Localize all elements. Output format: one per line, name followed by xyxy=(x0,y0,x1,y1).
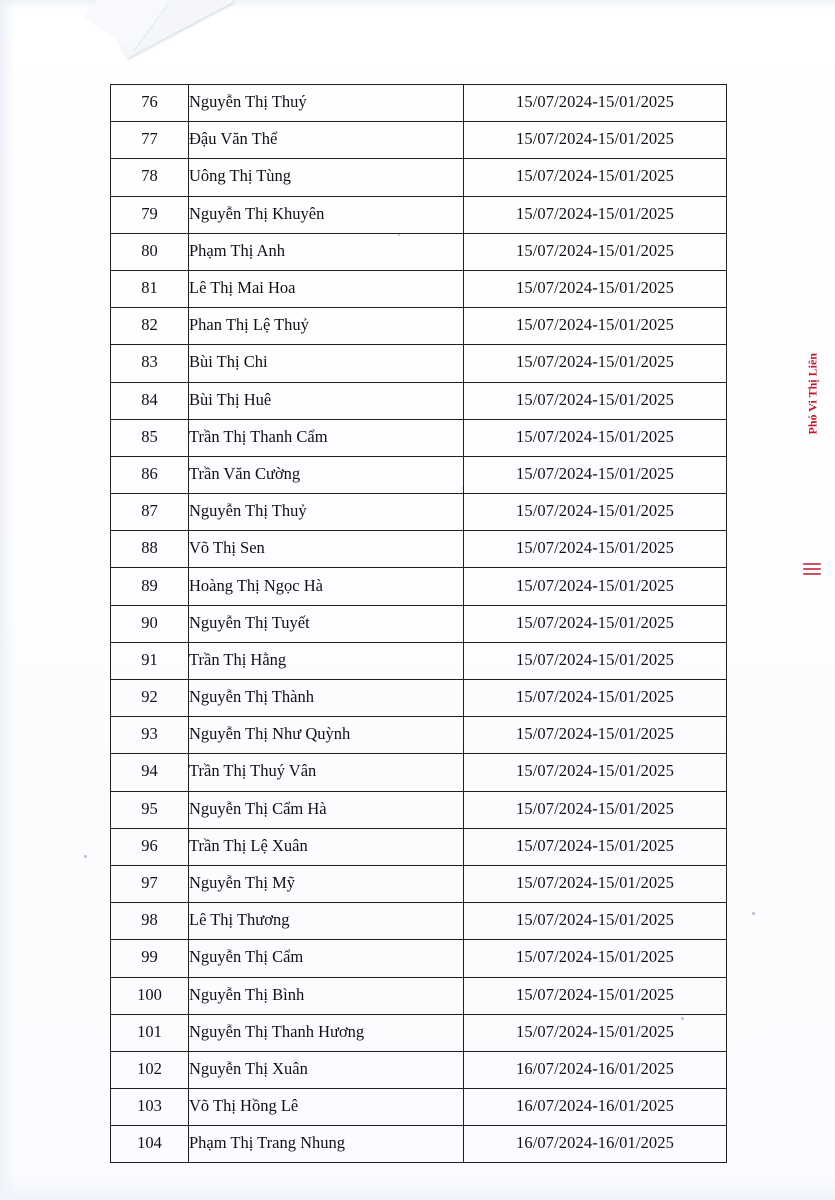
cell-period: 15/07/2024-15/01/2025 xyxy=(464,419,727,456)
cell-period: 16/07/2024-16/01/2025 xyxy=(464,1126,727,1163)
table-row xyxy=(111,233,727,270)
table-row xyxy=(111,642,727,679)
cell-name: Trần Thị Thuý Vân xyxy=(189,754,464,791)
table-row xyxy=(111,345,727,382)
cell-period: 15/07/2024-15/01/2025 xyxy=(464,308,727,345)
roster-table xyxy=(110,84,727,1163)
cell-period: 15/07/2024-15/01/2025 xyxy=(464,85,727,122)
cell-name: Trần Thị Thanh Cẩm xyxy=(189,419,464,456)
cell-stt: 88 xyxy=(111,531,189,568)
cell-name: Phạm Thị Trang Nhung xyxy=(189,1126,464,1163)
cell-stt: 93 xyxy=(111,717,189,754)
cell-stt: 96 xyxy=(111,828,189,865)
cell-period: 15/07/2024-15/01/2025 xyxy=(464,754,727,791)
cell-period: 15/07/2024-15/01/2025 xyxy=(464,196,727,233)
table-row xyxy=(111,270,727,307)
table-row xyxy=(111,568,727,605)
table-row xyxy=(111,605,727,642)
cell-name: Nguyễn Thị Cẩm xyxy=(189,940,464,977)
cell-stt: 102 xyxy=(111,1051,189,1088)
table-row xyxy=(111,159,727,196)
table-row xyxy=(111,977,727,1014)
cell-stt: 91 xyxy=(111,642,189,679)
cell-name: Lê Thị Thương xyxy=(189,903,464,940)
cell-name: Nguyễn Thị Thuý xyxy=(189,85,464,122)
table-row xyxy=(111,828,727,865)
cell-name: Trần Thị Lệ Xuân xyxy=(189,828,464,865)
cell-stt: 101 xyxy=(111,1014,189,1051)
cell-stt: 87 xyxy=(111,494,189,531)
table-row xyxy=(111,717,727,754)
table-row xyxy=(111,308,727,345)
table-row xyxy=(111,1014,727,1051)
table-row xyxy=(111,456,727,493)
cell-period: 15/07/2024-15/01/2025 xyxy=(464,531,727,568)
cell-stt: 81 xyxy=(111,270,189,307)
cell-stt: 92 xyxy=(111,680,189,717)
table-row xyxy=(111,754,727,791)
cell-stt: 95 xyxy=(111,791,189,828)
cell-period: 15/07/2024-15/01/2025 xyxy=(464,456,727,493)
cell-name: Võ Thị Sen xyxy=(189,531,464,568)
cell-period: 15/07/2024-15/01/2025 xyxy=(464,122,727,159)
cell-period: 15/07/2024-15/01/2025 xyxy=(464,568,727,605)
cell-period: 15/07/2024-15/01/2025 xyxy=(464,680,727,717)
cell-stt: 100 xyxy=(111,977,189,1014)
cell-name: Nguyễn Thị Mỹ xyxy=(189,865,464,902)
cell-name: Nguyễn Thị Thuỷ xyxy=(189,494,464,531)
margin-handwritten-note xyxy=(799,415,825,428)
cell-period: 15/07/2024-15/01/2025 xyxy=(464,865,727,902)
cell-stt: 77 xyxy=(111,122,189,159)
table-row xyxy=(111,1089,727,1126)
cell-name: Phạm Thị Anh xyxy=(189,233,464,270)
cell-period: 16/07/2024-16/01/2025 xyxy=(464,1051,727,1088)
table-row xyxy=(111,419,727,456)
cell-period: 15/07/2024-15/01/2025 xyxy=(464,233,727,270)
cell-name: Nguyễn Thị Như Quỳnh xyxy=(189,717,464,754)
cell-period: 15/07/2024-15/01/2025 xyxy=(464,1014,727,1051)
cell-name: Nguyễn Thị Bình xyxy=(189,977,464,1014)
table-row xyxy=(111,1051,727,1088)
cell-stt: 89 xyxy=(111,568,189,605)
cell-stt: 90 xyxy=(111,605,189,642)
table-row xyxy=(111,680,727,717)
cell-period: 15/07/2024-15/01/2025 xyxy=(464,717,727,754)
cell-name: Hoàng Thị Ngọc Hà xyxy=(189,568,464,605)
cell-period: 15/07/2024-15/01/2025 xyxy=(464,828,727,865)
cell-name: Nguyễn Thị Cẩm Hà xyxy=(189,791,464,828)
cell-period: 15/07/2024-15/01/2025 xyxy=(464,605,727,642)
cell-period: 15/07/2024-15/01/2025 xyxy=(464,345,727,382)
scan-edge-bottom xyxy=(0,1174,835,1200)
cell-stt: 84 xyxy=(111,382,189,419)
cell-period: 15/07/2024-15/01/2025 xyxy=(464,270,727,307)
cell-stt: 104 xyxy=(111,1126,189,1163)
table-row xyxy=(111,382,727,419)
cell-stt: 80 xyxy=(111,233,189,270)
cell-name: Nguyễn Thị Khuyên xyxy=(189,196,464,233)
cell-period: 15/07/2024-15/01/2025 xyxy=(464,159,727,196)
cell-period: 15/07/2024-15/01/2025 xyxy=(464,791,727,828)
cell-name: Uông Thị Tùng xyxy=(189,159,464,196)
table-row xyxy=(111,85,727,122)
table-row xyxy=(111,903,727,940)
cell-name: Nguyễn Thị Thanh Hương xyxy=(189,1014,464,1051)
cell-stt: 79 xyxy=(111,196,189,233)
margin-note-line xyxy=(806,409,819,435)
cell-period: 15/07/2024-15/01/2025 xyxy=(464,494,727,531)
scan-speck xyxy=(84,855,87,858)
table-row xyxy=(111,494,727,531)
scan-edge-left xyxy=(0,0,14,1200)
table-row xyxy=(111,940,727,977)
cell-name: Lê Thị Mai Hoa xyxy=(189,270,464,307)
cell-stt: 99 xyxy=(111,940,189,977)
cell-name: Nguyễn Thị Xuân xyxy=(189,1051,464,1088)
cell-name: Nguyễn Thị Thành xyxy=(189,680,464,717)
cell-name: Phan Thị Lệ Thuỷ xyxy=(189,308,464,345)
table-row xyxy=(111,791,727,828)
cell-stt: 86 xyxy=(111,456,189,493)
cell-name: Bùi Thị Huê xyxy=(189,382,464,419)
scan-speck xyxy=(752,912,755,915)
cell-period: 15/07/2024-15/01/2025 xyxy=(464,642,727,679)
cell-period: 15/07/2024-15/01/2025 xyxy=(464,940,727,977)
cell-name: Bùi Thị Chi xyxy=(189,345,464,382)
cell-name: Trần Văn Cường xyxy=(189,456,464,493)
cell-stt: 94 xyxy=(111,754,189,791)
cell-name: Trần Thị Hằng xyxy=(189,642,464,679)
cell-stt: 98 xyxy=(111,903,189,940)
cell-period: 15/07/2024-15/01/2025 xyxy=(464,977,727,1014)
table-row xyxy=(111,1126,727,1163)
cell-stt: 83 xyxy=(111,345,189,382)
table-row xyxy=(111,865,727,902)
cell-name: Nguyễn Thị Tuyết xyxy=(189,605,464,642)
cell-stt: 76 xyxy=(111,85,189,122)
cell-period: 15/07/2024-15/01/2025 xyxy=(464,382,727,419)
table-row xyxy=(111,531,727,568)
margin-scribble xyxy=(803,560,821,582)
cell-period: 16/07/2024-16/01/2025 xyxy=(464,1089,727,1126)
cell-name: Võ Thị Hồng Lê xyxy=(189,1089,464,1126)
cell-stt: 85 xyxy=(111,419,189,456)
roster-table-container xyxy=(110,84,723,1163)
roster-table-body xyxy=(111,85,727,1163)
cell-stt: 103 xyxy=(111,1089,189,1126)
cell-period: 15/07/2024-15/01/2025 xyxy=(464,903,727,940)
cell-stt: 78 xyxy=(111,159,189,196)
cell-stt: 82 xyxy=(111,308,189,345)
table-row xyxy=(111,196,727,233)
cell-name: Đậu Văn Thể xyxy=(189,122,464,159)
cell-stt: 97 xyxy=(111,865,189,902)
table-row xyxy=(111,122,727,159)
